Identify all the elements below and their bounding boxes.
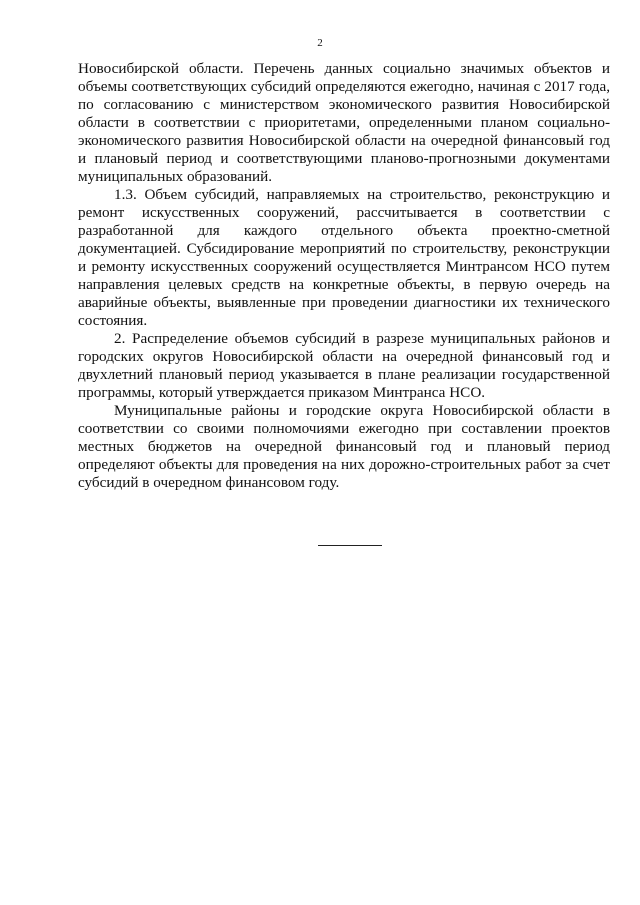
paragraph-municipal: Муниципальные районы и городские округа Новосибирской области в соответствии со своими полномочиями ежегодно при составлении проектов местных бюджетов на очередной финансовый год и плановый период определяют объекты для проведения на них дорожно-строительных работ за счет субсидий в очередном финансовом году.: [78, 402, 610, 491]
paragraph-continuation: Новосибирской области. Перечень данных социально значимых объектов и объемы соответствующих субсидий определяются ежегодно, начиная с 2017 года, по согласованию с министерством экономического развития Новосибирской области в соответствии с приоритетами, определенными планом социально-экономического развития Новосибирской области на очередной финансовый год и плановый период и соответствующими планово-прогнозными документами муниципальных образований.: [78, 60, 610, 185]
paragraph-2: 2. Распределение объемов субсидий в разрезе муниципальных районов и городских округов Новосибирской области на очередной финансовый год и двухлетний плановый период указывается в плане реализации государственной программы, который утверждается приказом Минтранса НСО.: [78, 330, 610, 401]
document-body: [78, 60, 610, 492]
end-of-document-rule: [318, 545, 382, 546]
page-number: 2: [317, 37, 323, 49]
paragraph-1-3: 1.3. Объем субсидий, направляемых на строительство, реконструкцию и ремонт искусственных сооружений, рассчитывается в соответствии с разработанной для каждого отдельного объекта проектно-сметной документацией. Субсидирование мероприятий по строительству, реконструкции и ремонту искусственных сооружений осуществляется Минтрансом НСО путем направления целевых средств на конкретные объекты, в первую очередь на аварийные объекты, выявленные при проведении диагностики их технического состояния.: [78, 186, 610, 329]
